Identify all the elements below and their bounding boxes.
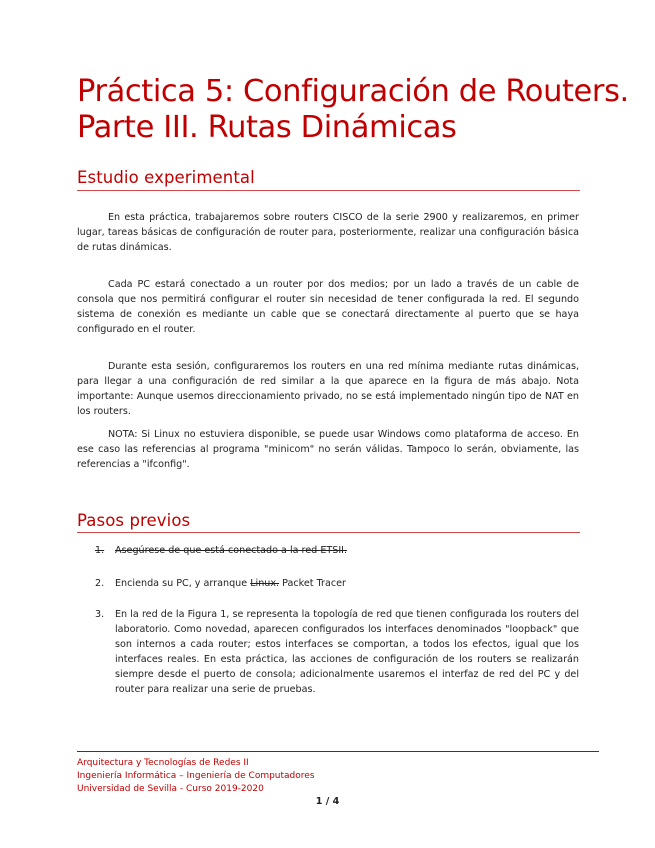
step-number: 3. (95, 609, 105, 620)
step-text (115, 576, 579, 591)
step-text: En la red de la Figura 1, se representa la topología de red que tienen configurada los routers del laboratorio. Como novedad, aparecen configurados los interfaces denominados "loopback" que son internos a cada router; estos interfaces se comportan, a todos los efectos, igual que los interfaces reales. En esta práctica, las acciones de configuración de los routers se realizarán siempre desde el puerto de consola; adicionalmente usaremos el interfaz de red del PC y del router para realizar una serie de pruebas. (115, 609, 579, 695)
page-number: 1 / 4 (315, 796, 340, 807)
section-divider (77, 190, 580, 191)
footer-university: Universidad de Sevilla - Curso 2019-2020 (77, 784, 264, 794)
step-number: 1. (95, 545, 105, 556)
step-text-after: Packet Tracer (279, 578, 346, 589)
step-text: Asegúrese de que está conectado a la red ETSII. (115, 545, 348, 556)
footer-degree: Ingeniería Informática – Ingeniería de Computadores (77, 771, 315, 781)
paragraph-2: Cada PC estará conectado a un router por dos medios; por un lado a través de un cable de consola que nos permitirá configurar el router sin necesidad de tener configurada la red. El segundo sistema de conexión es mediante un cable que se conectará directamente al puerto que se haya configurado en el router. (77, 279, 579, 335)
step-text-before: Encienda su PC, y arranque (115, 578, 251, 589)
step-text-struck: Linux. (250, 578, 280, 589)
step-number: 2. (95, 578, 105, 589)
footer-course: Arquitectura y Tecnologías de Redes II (77, 758, 249, 768)
section-heading-previous: Pasos previos (77, 511, 191, 530)
paragraph-note: NOTA: Si Linux no estuviera disponible, se puede usar Windows como plataforma de acceso. En ese caso las referencias al programa "minicom" no serán válidas. Tampoco lo serán, obviamente, las referencias a "ifconfig". (77, 429, 579, 470)
section-heading-experimental: Estudio experimental (77, 168, 255, 187)
section-divider (77, 532, 580, 533)
paragraph-1: En esta práctica, trabajaremos sobre routers CISCO de la serie 2900 y realizaremos, en primer lugar, tareas básicas de configuración de router para, posteriormente, realizar una configuración básica de rutas dinámicas. (77, 212, 579, 253)
document-title (77, 74, 629, 146)
footer-divider (77, 751, 599, 752)
document-title-line-2: Parte III. Rutas Dinámicas (77, 110, 457, 145)
paragraph-3: Durante esta sesión, configuraremos los routers en una red mínima mediante rutas dinámicas, para llegar a una configuración de red similar a la que aparece en la figura de más abajo. Nota importante: Aunque usemos direccionamiento privado, no se está implementado ningún tipo de NAT en los routers. (77, 361, 579, 417)
document-title-line-1: Práctica 5: Configuración de Routers. (77, 74, 629, 109)
